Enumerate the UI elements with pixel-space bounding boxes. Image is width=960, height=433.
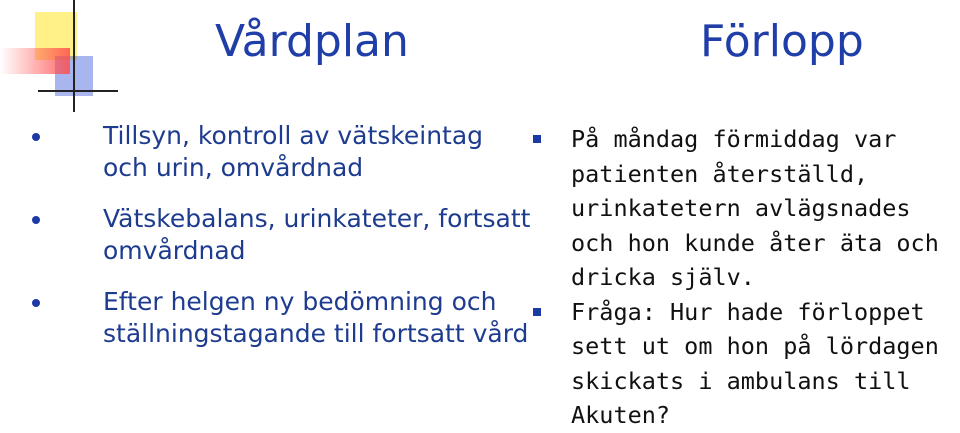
list-item [103, 120, 533, 184]
list-item-text: Fråga: Hur hade förloppet sett ut om hon på lördagen skickats i ambulans till Akuten? [571, 297, 939, 429]
corner-decoration [0, 0, 130, 115]
deco-red-bar [0, 48, 70, 74]
round-bullet-icon [32, 133, 40, 141]
deco-vertical-line [73, 0, 75, 112]
deco-horizontal-line [38, 90, 118, 92]
square-bullet-icon [533, 135, 541, 143]
round-bullet-icon [32, 216, 40, 224]
list-item [103, 286, 533, 350]
title-forlopp: Förlopp [700, 16, 864, 67]
list-item [571, 295, 960, 433]
list-item-text: Vätskebalans, urinkateter, fortsatt omvårdnad [103, 204, 531, 265]
list-item-text: Efter helgen ny bedömning och ställningstagande till fortsatt vård [103, 287, 529, 348]
list-item [571, 122, 960, 295]
vardplan-list [103, 120, 533, 369]
title-vardplan: Vårdplan [215, 16, 409, 67]
list-item-text: Tillsyn, kontroll av vätskeintag och urin, omvårdnad [103, 121, 484, 182]
list-item-text: På måndag förmiddag var patienten återställd, urinkatetern avlägsnades och hon kunde åter äta och dricka själv. [571, 125, 939, 291]
square-bullet-icon [533, 308, 541, 316]
round-bullet-icon [32, 299, 40, 307]
forlopp-list [571, 122, 960, 433]
list-item [103, 203, 533, 267]
